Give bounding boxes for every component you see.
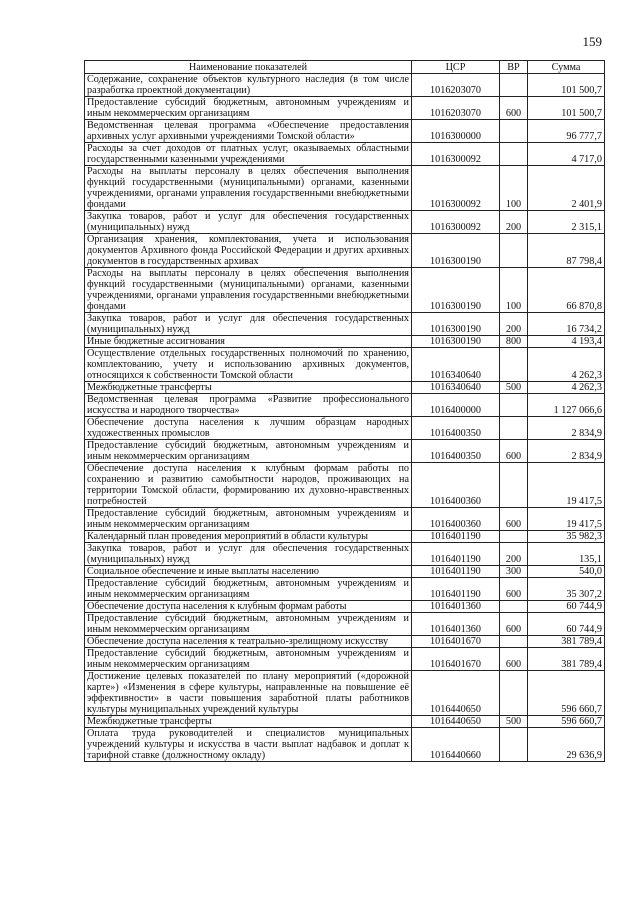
page-number: 159: [582, 34, 602, 49]
cell-sum: 19 417,5: [528, 508, 605, 531]
cell-csr: 1016401670: [412, 648, 500, 671]
cell-csr: 1016400350: [412, 417, 500, 440]
table-body: [85, 74, 605, 762]
cell-vr: [500, 417, 528, 440]
table-row: [85, 336, 605, 348]
table-row: [85, 613, 605, 636]
table-row: [85, 648, 605, 671]
cell-name: Достижение целевых показателей по плану мероприятий («дорожной карте») «Изменения в сфере культуры, направленные на повышение её эффективности» в части повышения заработной платы работников культуры муниципальных учреждений культуры: [85, 671, 412, 716]
cell-csr: 1016400350: [412, 440, 500, 463]
table-row: [85, 463, 605, 508]
table-row: [85, 636, 605, 648]
cell-vr: 200: [500, 543, 528, 566]
cell-name: Предоставление субсидий бюджетным, автономным учреждениям и иным некоммерческим организациям: [85, 440, 412, 463]
cell-name: Предоставление субсидий бюджетным, автономным учреждениям и иным некоммерческим организациям: [85, 578, 412, 601]
cell-sum: 35 982,3: [528, 531, 605, 543]
cell-vr: 100: [500, 166, 528, 211]
cell-sum: 2 401,9: [528, 166, 605, 211]
table-row: [85, 382, 605, 394]
header-vr: ВР: [500, 61, 528, 74]
cell-csr: 1016300000: [412, 120, 500, 143]
cell-csr: 1016300190: [412, 336, 500, 348]
cell-csr: 1016400000: [412, 394, 500, 417]
cell-sum: 540,0: [528, 566, 605, 578]
cell-vr: 500: [500, 716, 528, 728]
table-row: [85, 234, 605, 268]
table-row: [85, 268, 605, 313]
cell-csr: 1016440660: [412, 728, 500, 762]
cell-sum: 16 734,2: [528, 313, 605, 336]
cell-name: Обеспечение доступа населения к клубным формам работы: [85, 601, 412, 613]
cell-name: Социальное обеспечение и иные выплаты населению: [85, 566, 412, 578]
cell-csr: 1016440650: [412, 671, 500, 716]
table-header-row: [85, 61, 605, 74]
cell-vr: [500, 120, 528, 143]
cell-sum: 4 193,4: [528, 336, 605, 348]
cell-csr: 1016401670: [412, 636, 500, 648]
cell-name: Предоставление субсидий бюджетным, автономным учреждениям и иным некоммерческим организациям: [85, 648, 412, 671]
cell-sum: 96 777,7: [528, 120, 605, 143]
cell-vr: 600: [500, 578, 528, 601]
cell-vr: [500, 636, 528, 648]
cell-sum: 2 834,9: [528, 440, 605, 463]
cell-csr: 1016401190: [412, 566, 500, 578]
table-row: [85, 120, 605, 143]
cell-csr: 1016340640: [412, 382, 500, 394]
cell-vr: 600: [500, 648, 528, 671]
cell-vr: 800: [500, 336, 528, 348]
cell-name: Предоставление субсидий бюджетным, автономным учреждениям и иным некоммерческим организациям: [85, 613, 412, 636]
cell-sum: 1 127 066,6: [528, 394, 605, 417]
cell-vr: 600: [500, 613, 528, 636]
table-row: [85, 348, 605, 382]
table-row: [85, 166, 605, 211]
cell-vr: 200: [500, 211, 528, 234]
table-row: [85, 578, 605, 601]
cell-name: Календарный план проведения мероприятий в области культуры: [85, 531, 412, 543]
cell-name: Иные бюджетные ассигнования: [85, 336, 412, 348]
cell-name: Обеспечение доступа населения к клубным формам работы по сохранению и развитию самобытности народов, проживающих на территории Томской области, формированию их духовно-нравственных потребностей: [85, 463, 412, 508]
cell-csr: 1016401190: [412, 543, 500, 566]
cell-name: Закупка товаров, работ и услуг для обеспечения государственных (муниципальных) нужд: [85, 313, 412, 336]
cell-vr: 600: [500, 97, 528, 120]
cell-name: Расходы за счет доходов от платных услуг, оказываемых областными государственными казенными учреждениями: [85, 143, 412, 166]
cell-vr: [500, 601, 528, 613]
table-row: [85, 671, 605, 716]
cell-csr: 1016440650: [412, 716, 500, 728]
cell-vr: [500, 348, 528, 382]
cell-name: Предоставление субсидий бюджетным, автономным учреждениям и иным некоммерческим организациям: [85, 508, 412, 531]
cell-sum: 4 262,3: [528, 382, 605, 394]
table-row: [85, 440, 605, 463]
cell-vr: 200: [500, 313, 528, 336]
cell-vr: 600: [500, 440, 528, 463]
cell-name: Ведомственная целевая программа «Развитие профессионального искусства и народного творчества»: [85, 394, 412, 417]
table-row: [85, 716, 605, 728]
table-row: [85, 508, 605, 531]
cell-name: Расходы на выплаты персоналу в целях обеспечения выполнения функций государственными (муниципальными) органами, казенными учреждениями, органами управления государственными внебюджетными фондами: [85, 268, 412, 313]
cell-name: Оплата труда руководителей и специалистов муниципальных учреждений культуры и искусства в части выплат надбавок и доплат к тарифной ставке (должностному окладу): [85, 728, 412, 762]
cell-vr: [500, 394, 528, 417]
cell-sum: 66 870,8: [528, 268, 605, 313]
cell-sum: 2 834,9: [528, 417, 605, 440]
budget-table: [84, 60, 605, 762]
cell-vr: [500, 531, 528, 543]
cell-csr: 1016300092: [412, 143, 500, 166]
cell-csr: 1016340640: [412, 348, 500, 382]
header-csr: ЦСР: [412, 61, 500, 74]
cell-name: Осуществление отдельных государственных полномочий по хранению, комплектованию, учету и использованию архивных документов, относящихся к собственности Томской области: [85, 348, 412, 382]
cell-name: Обеспечение доступа населения к театрально-зрелищному искусству: [85, 636, 412, 648]
cell-sum: 29 636,9: [528, 728, 605, 762]
header-sum: Сумма: [528, 61, 605, 74]
cell-sum: 4 262,3: [528, 348, 605, 382]
table-row: [85, 313, 605, 336]
cell-csr: 1016401360: [412, 601, 500, 613]
cell-name: Обеспечение доступа населения к лучшим образцам народных художественных промыслов: [85, 417, 412, 440]
cell-sum: 2 315,1: [528, 211, 605, 234]
table-row: [85, 728, 605, 762]
cell-vr: [500, 463, 528, 508]
table-row: [85, 143, 605, 166]
cell-name: Организация хранения, комплектования, учета и использования документов Архивного фонда Российской Федерации и других архивных документов в государственных архивах: [85, 234, 412, 268]
cell-sum: 596 660,7: [528, 671, 605, 716]
table-row: [85, 211, 605, 234]
cell-vr: 600: [500, 508, 528, 531]
cell-csr: 1016401190: [412, 531, 500, 543]
table-row: [85, 74, 605, 97]
cell-name: Межбюджетные трансферты: [85, 382, 412, 394]
cell-csr: 1016300092: [412, 166, 500, 211]
cell-vr: 300: [500, 566, 528, 578]
cell-name: Расходы на выплаты персоналу в целях обеспечения выполнения функций государственными (муниципальными) органами, казенными учреждениями, органами управления государственными внебюджетными фондами: [85, 166, 412, 211]
table-row: [85, 531, 605, 543]
table-row: [85, 543, 605, 566]
cell-sum: 35 307,2: [528, 578, 605, 601]
cell-csr: 1016300092: [412, 211, 500, 234]
cell-csr: 1016300190: [412, 234, 500, 268]
table-row: [85, 601, 605, 613]
cell-csr: 1016401360: [412, 613, 500, 636]
cell-csr: 1016300190: [412, 313, 500, 336]
cell-sum: 60 744,9: [528, 613, 605, 636]
cell-csr: 1016300190: [412, 268, 500, 313]
cell-sum: 381 789,4: [528, 636, 605, 648]
cell-vr: [500, 143, 528, 166]
table-row: [85, 417, 605, 440]
cell-sum: 19 417,5: [528, 463, 605, 508]
cell-name: Закупка товаров, работ и услуг для обеспечения государственных (муниципальных) нужд: [85, 543, 412, 566]
cell-name: Предоставление субсидий бюджетным, автономным учреждениям и иным некоммерческим организациям: [85, 97, 412, 120]
table-row: [85, 394, 605, 417]
cell-name: Содержание, сохранение объектов культурного наследия (в том числе разработка проектной документации): [85, 74, 412, 97]
cell-sum: 101 500,7: [528, 97, 605, 120]
cell-csr: 1016400360: [412, 508, 500, 531]
cell-vr: 500: [500, 382, 528, 394]
cell-sum: 87 798,4: [528, 234, 605, 268]
cell-csr: 1016400360: [412, 463, 500, 508]
cell-csr: 1016203070: [412, 74, 500, 97]
cell-sum: 135,1: [528, 543, 605, 566]
cell-vr: [500, 74, 528, 97]
cell-sum: 101 500,7: [528, 74, 605, 97]
cell-sum: 381 789,4: [528, 648, 605, 671]
cell-name: Закупка товаров, работ и услуг для обеспечения государственных (муниципальных) нужд: [85, 211, 412, 234]
table-row: [85, 97, 605, 120]
cell-name: Ведомственная целевая программа «Обеспечение предоставления архивных услуг архивными учреждениями Томской области»: [85, 120, 412, 143]
cell-vr: 100: [500, 268, 528, 313]
cell-sum: 596 660,7: [528, 716, 605, 728]
cell-name: Межбюджетные трансферты: [85, 716, 412, 728]
cell-csr: 1016401190: [412, 578, 500, 601]
header-name: Наименование показателей: [85, 61, 412, 74]
cell-sum: 4 717,0: [528, 143, 605, 166]
cell-vr: [500, 728, 528, 762]
cell-csr: 1016203070: [412, 97, 500, 120]
table-row: [85, 566, 605, 578]
cell-sum: 60 744,9: [528, 601, 605, 613]
cell-vr: [500, 234, 528, 268]
cell-vr: [500, 671, 528, 716]
